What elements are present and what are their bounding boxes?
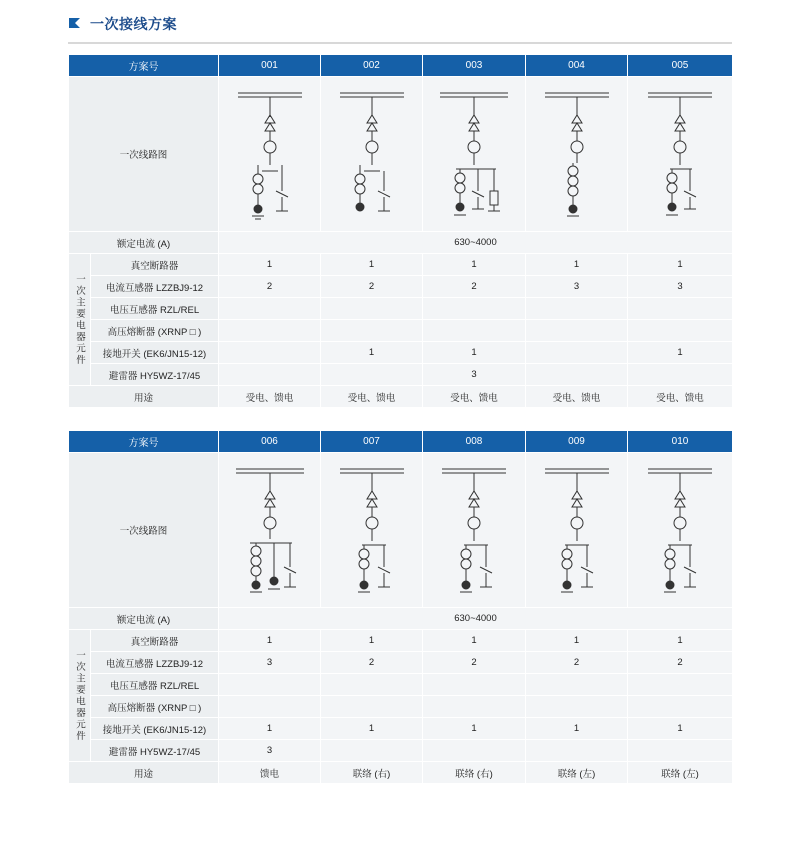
component-label-fuse: 高压熔断器 (XRNP □ ): [91, 320, 219, 342]
scheme-table-2-block: [68, 430, 732, 784]
t2-r1-c5: 1: [628, 630, 733, 652]
t1-r3-c2: [321, 298, 423, 320]
main-components-vertical-text: 一次主要电器元件: [74, 273, 85, 366]
rated-current-value-2: 630~4000: [219, 608, 733, 630]
rated-current-label: 额定电流 (A): [69, 232, 219, 254]
t1-r6-c1: [219, 364, 321, 386]
t1-usage-c5: 受电、馈电: [628, 386, 733, 408]
component-row-6: [69, 740, 733, 762]
component-label-fuse-2: 高压熔断器 (XRNP □ ): [91, 696, 219, 718]
table-header-row: [69, 431, 733, 453]
t2-r6-c2: [321, 740, 423, 762]
t1-r4-c5: [628, 320, 733, 342]
flag-icon: [68, 17, 82, 31]
t1-r4-c2: [321, 320, 423, 342]
diagram-007: [321, 453, 423, 608]
header-scheme-001: 001: [219, 55, 321, 77]
t2-r5-c5: 1: [628, 718, 733, 740]
component-row-4: [69, 320, 733, 342]
header-scheme-003: 003: [423, 55, 526, 77]
main-components-vertical-text-2: 一次主要电器元件: [74, 649, 85, 742]
component-row-4: [69, 696, 733, 718]
t2-r2-c2: 2: [321, 652, 423, 674]
rated-current-row: [69, 608, 733, 630]
t2-usage-c1: 馈电: [219, 762, 321, 784]
diagram-002: [321, 77, 423, 232]
t2-r2-c4: 2: [526, 652, 628, 674]
component-row-3: [69, 298, 733, 320]
component-label-ct-2: 电流互感器 LZZBJ9-12: [91, 652, 219, 674]
t2-r5-c2: 1: [321, 718, 423, 740]
component-label-ct: 电流互感器 LZZBJ9-12: [91, 276, 219, 298]
scheme-table-1: [68, 54, 733, 408]
t2-r6-c5: [628, 740, 733, 762]
t2-r3-c5: [628, 674, 733, 696]
header-scheme-no-2: 方案号: [69, 431, 219, 453]
scheme-table-2: [68, 430, 733, 784]
component-label-earthing-switch: 接地开关 (EK6/JN15-12): [91, 342, 219, 364]
t2-r2-c5: 2: [628, 652, 733, 674]
t2-r3-c1: [219, 674, 321, 696]
component-label-pt-2: 电压互感器 RZL/REL: [91, 674, 219, 696]
t2-r4-c2: [321, 696, 423, 718]
diagram-001: [219, 77, 321, 232]
t1-r1-c2: 1: [321, 254, 423, 276]
t1-usage-c2: 受电、馈电: [321, 386, 423, 408]
t2-r2-c1: 3: [219, 652, 321, 674]
t2-r5-c4: 1: [526, 718, 628, 740]
component-row-2: [69, 652, 733, 674]
diagram-006: [219, 453, 321, 608]
component-row-1: [69, 630, 733, 652]
component-row-3: [69, 674, 733, 696]
t2-r1-c2: 1: [321, 630, 423, 652]
main-components-vertical-label: [69, 254, 91, 386]
component-label-arrester-2: 避雷器 HY5WZ-17/45: [91, 740, 219, 762]
component-row-2: [69, 276, 733, 298]
diagram-005: [628, 77, 733, 232]
t1-r2-c2: 2: [321, 276, 423, 298]
page-title-text: 一次接线方案: [90, 16, 177, 32]
t2-r5-c3: 1: [423, 718, 526, 740]
header-scheme-006: 006: [219, 431, 321, 453]
component-row-1: [69, 254, 733, 276]
t2-r1-c4: 1: [526, 630, 628, 652]
t1-r5-c4: [526, 342, 628, 364]
header-scheme-007: 007: [321, 431, 423, 453]
t1-r2-c4: 3: [526, 276, 628, 298]
t1-r2-c1: 2: [219, 276, 321, 298]
t2-r6-c3: [423, 740, 526, 762]
t2-r6-c1: 3: [219, 740, 321, 762]
usage-row: [69, 386, 733, 408]
t1-r3-c5: [628, 298, 733, 320]
t1-r5-c2: 1: [321, 342, 423, 364]
t1-r5-c1: [219, 342, 321, 364]
t2-usage-c4: 联络 (左): [526, 762, 628, 784]
t1-r6-c4: [526, 364, 628, 386]
t1-r3-c4: [526, 298, 628, 320]
header-scheme-010: 010: [628, 431, 733, 453]
table-header-row: [69, 55, 733, 77]
rated-current-value: 630~4000: [219, 232, 733, 254]
diagram-003: [423, 77, 526, 232]
header-scheme-no: 方案号: [69, 55, 219, 77]
t1-usage-c1: 受电、馈电: [219, 386, 321, 408]
t2-r1-c1: 1: [219, 630, 321, 652]
t1-r4-c1: [219, 320, 321, 342]
t2-usage-c5: 联络 (左): [628, 762, 733, 784]
component-label-pt: 电压互感器 RZL/REL: [91, 298, 219, 320]
usage-row: [69, 762, 733, 784]
t1-r1-c1: 1: [219, 254, 321, 276]
component-label-breaker: 真空断路器: [91, 254, 219, 276]
page-title: [68, 14, 800, 34]
t2-r1-c3: 1: [423, 630, 526, 652]
component-row-5: [69, 342, 733, 364]
t2-r6-c4: [526, 740, 628, 762]
header-scheme-002: 002: [321, 55, 423, 77]
t1-r2-c3: 2: [423, 276, 526, 298]
diagram-row: [69, 453, 733, 608]
t2-r5-c1: 1: [219, 718, 321, 740]
t2-usage-c3: 联络 (右): [423, 762, 526, 784]
t1-usage-c4: 受电、馈电: [526, 386, 628, 408]
t1-r4-c3: [423, 320, 526, 342]
header-scheme-008: 008: [423, 431, 526, 453]
diagram-008: [423, 453, 526, 608]
t2-r4-c3: [423, 696, 526, 718]
t2-usage-c2: 联络 (右): [321, 762, 423, 784]
t1-r1-c4: 1: [526, 254, 628, 276]
t1-r2-c5: 3: [628, 276, 733, 298]
t1-r1-c5: 1: [628, 254, 733, 276]
t2-r2-c3: 2: [423, 652, 526, 674]
t1-usage-c3: 受电、馈电: [423, 386, 526, 408]
rated-current-row: [69, 232, 733, 254]
t1-r6-c5: [628, 364, 733, 386]
component-row-5: [69, 718, 733, 740]
t2-r4-c1: [219, 696, 321, 718]
t1-r1-c3: 1: [423, 254, 526, 276]
t2-r3-c2: [321, 674, 423, 696]
rated-current-label-2: 额定电流 (A): [69, 608, 219, 630]
page-root: [0, 14, 800, 861]
t1-r5-c3: 1: [423, 342, 526, 364]
t2-r3-c3: [423, 674, 526, 696]
scheme-table-1-block: [68, 54, 732, 408]
t1-r5-c5: 1: [628, 342, 733, 364]
diagram-row: [69, 77, 733, 232]
header-scheme-005: 005: [628, 55, 733, 77]
header-scheme-009: 009: [526, 431, 628, 453]
component-row-6: [69, 364, 733, 386]
diagram-004: [526, 77, 628, 232]
t1-r3-c1: [219, 298, 321, 320]
diagram-010: [628, 453, 733, 608]
component-label-arrester: 避雷器 HY5WZ-17/45: [91, 364, 219, 386]
t1-r6-c2: [321, 364, 423, 386]
usage-label-2: 用途: [69, 762, 219, 784]
t2-r4-c5: [628, 696, 733, 718]
t1-r4-c4: [526, 320, 628, 342]
title-divider: [68, 42, 732, 44]
usage-label: 用途: [69, 386, 219, 408]
component-label-breaker-2: 真空断路器: [91, 630, 219, 652]
t1-r3-c3: [423, 298, 526, 320]
t1-r6-c3: 3: [423, 364, 526, 386]
diagram-row-label: 一次线路图: [69, 77, 219, 232]
header-scheme-004: 004: [526, 55, 628, 77]
component-label-earthing-switch-2: 接地开关 (EK6/JN15-12): [91, 718, 219, 740]
diagram-009: [526, 453, 628, 608]
t2-r3-c4: [526, 674, 628, 696]
t2-r4-c4: [526, 696, 628, 718]
diagram-row-label-2: 一次线路图: [69, 453, 219, 608]
main-components-vertical-label-2: [69, 630, 91, 762]
